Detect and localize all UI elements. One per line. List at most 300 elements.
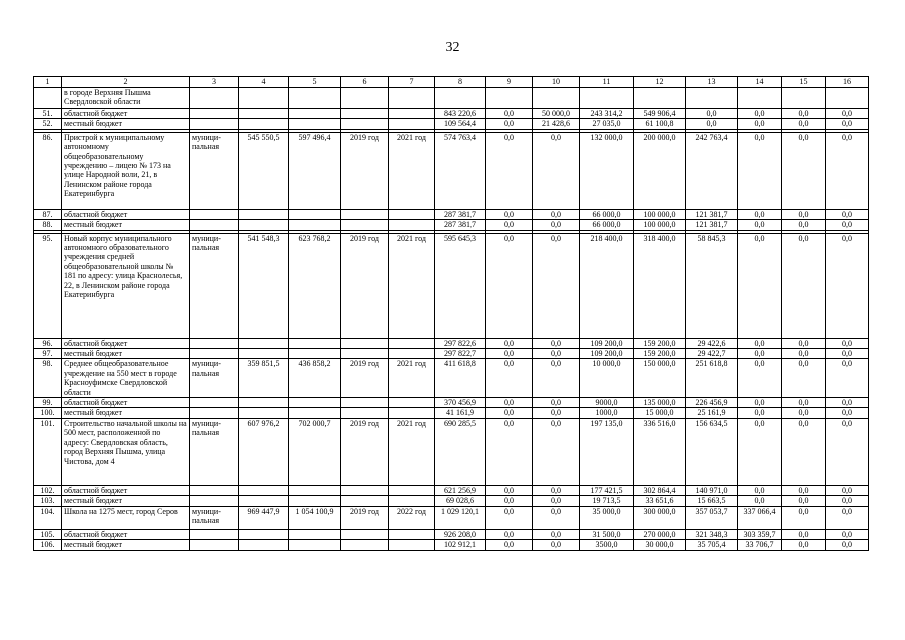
value-cell: 0,0 bbox=[782, 359, 826, 398]
value-cell: 0,0 bbox=[486, 485, 533, 495]
value-cell: 140 971,0 bbox=[686, 485, 738, 495]
value-cell: 0,0 bbox=[782, 529, 826, 539]
value-cell: 69 028,6 bbox=[435, 496, 486, 506]
value-cell: 545 550,5 bbox=[239, 132, 289, 209]
table-row bbox=[34, 408, 869, 418]
row-number-cell: 51. bbox=[34, 109, 62, 119]
value-cell: 109 200,0 bbox=[580, 349, 634, 359]
name-cell: местный бюджет bbox=[62, 540, 190, 550]
value-cell: 0,0 bbox=[533, 506, 580, 529]
value-cell: 218 400,0 bbox=[580, 233, 634, 338]
value-cell: 2022 год bbox=[389, 506, 435, 529]
value-cell: 0,0 bbox=[826, 233, 869, 338]
value-cell bbox=[341, 349, 389, 359]
value-cell: 197 135,0 bbox=[580, 418, 634, 485]
value-cell: 109 200,0 bbox=[580, 338, 634, 348]
value-cell bbox=[389, 109, 435, 119]
value-cell bbox=[341, 88, 389, 109]
value-cell bbox=[289, 209, 341, 219]
ownership-cell bbox=[190, 88, 239, 109]
project-row bbox=[34, 233, 869, 338]
value-cell bbox=[389, 209, 435, 219]
table-row bbox=[34, 88, 869, 109]
value-cell bbox=[239, 408, 289, 418]
ownership-cell: муници-пальная bbox=[190, 132, 239, 209]
value-cell: 926 208,0 bbox=[435, 529, 486, 539]
row-number-cell: 100. bbox=[34, 408, 62, 418]
table-row bbox=[34, 220, 869, 230]
value-cell: 541 548,3 bbox=[239, 233, 289, 338]
value-cell: 0,0 bbox=[782, 109, 826, 119]
value-cell bbox=[239, 338, 289, 348]
value-cell: 0,0 bbox=[738, 349, 782, 359]
value-cell: 1000,0 bbox=[580, 408, 634, 418]
value-cell: 0,0 bbox=[782, 408, 826, 418]
value-cell: 0,0 bbox=[486, 529, 533, 539]
row-number-cell: 105. bbox=[34, 529, 62, 539]
table-row bbox=[34, 496, 869, 506]
header-cell: 15 bbox=[782, 77, 826, 88]
value-cell bbox=[341, 496, 389, 506]
table-row bbox=[34, 398, 869, 408]
value-cell bbox=[239, 220, 289, 230]
name-cell: Школа на 1275 мест, город Серов bbox=[62, 506, 190, 529]
value-cell: 29 422,7 bbox=[686, 349, 738, 359]
value-cell bbox=[782, 88, 826, 109]
value-cell: 0,0 bbox=[782, 485, 826, 495]
ownership-cell bbox=[190, 338, 239, 348]
row-number-cell: 95. bbox=[34, 233, 62, 338]
name-cell: Пристрой к муниципальному автономному общеобразовательному учреждению – лицею № 173 на улице Народной воли, 21, в Ленинском районе города Екатеринбурга bbox=[62, 132, 190, 209]
value-cell: 0,0 bbox=[738, 119, 782, 129]
value-cell: 0,0 bbox=[738, 496, 782, 506]
header-cell: 8 bbox=[435, 77, 486, 88]
table-row bbox=[34, 338, 869, 348]
value-cell: 0,0 bbox=[738, 408, 782, 418]
value-cell: 0,0 bbox=[533, 418, 580, 485]
value-cell bbox=[239, 496, 289, 506]
name-cell: в городе Верхняя Пышма Свердловской области bbox=[62, 88, 190, 109]
value-cell: 0,0 bbox=[738, 109, 782, 119]
value-cell bbox=[435, 88, 486, 109]
header-cell: 6 bbox=[341, 77, 389, 88]
header-cell: 2 bbox=[62, 77, 190, 88]
value-cell: 2021 год bbox=[389, 132, 435, 209]
value-cell bbox=[239, 485, 289, 495]
table-row bbox=[34, 540, 869, 550]
row-number-cell: 96. bbox=[34, 338, 62, 348]
value-cell bbox=[289, 485, 341, 495]
value-cell: 109 564,4 bbox=[435, 119, 486, 129]
value-cell bbox=[289, 119, 341, 129]
value-cell: 0,0 bbox=[486, 398, 533, 408]
row-number-cell: 102. bbox=[34, 485, 62, 495]
name-cell: местный бюджет bbox=[62, 408, 190, 418]
value-cell: 0,0 bbox=[738, 233, 782, 338]
value-cell: 0,0 bbox=[486, 349, 533, 359]
value-cell: 0,0 bbox=[486, 109, 533, 119]
value-cell: 2019 год bbox=[341, 506, 389, 529]
value-cell bbox=[289, 88, 341, 109]
value-cell: 177 421,5 bbox=[580, 485, 634, 495]
value-cell bbox=[389, 398, 435, 408]
value-cell bbox=[289, 540, 341, 550]
value-cell: 0,0 bbox=[533, 349, 580, 359]
value-cell: 0,0 bbox=[826, 540, 869, 550]
value-cell bbox=[738, 88, 782, 109]
value-cell bbox=[239, 88, 289, 109]
value-cell: 0,0 bbox=[533, 233, 580, 338]
value-cell: 0,0 bbox=[486, 359, 533, 398]
row-number-cell: 99. bbox=[34, 398, 62, 408]
value-cell: 41 161,9 bbox=[435, 408, 486, 418]
value-cell: 30 000,0 bbox=[634, 540, 686, 550]
value-cell: 0,0 bbox=[738, 398, 782, 408]
value-cell: 0,0 bbox=[826, 349, 869, 359]
row-number-cell: 103. bbox=[34, 496, 62, 506]
value-cell bbox=[289, 496, 341, 506]
value-cell bbox=[341, 529, 389, 539]
value-cell: 251 618,8 bbox=[686, 359, 738, 398]
header-cell: 4 bbox=[239, 77, 289, 88]
value-cell bbox=[239, 529, 289, 539]
value-cell: 0,0 bbox=[782, 398, 826, 408]
value-cell: 843 220,6 bbox=[435, 109, 486, 119]
value-cell bbox=[486, 88, 533, 109]
ownership-cell bbox=[190, 109, 239, 119]
value-cell: 0,0 bbox=[782, 506, 826, 529]
value-cell: 132 000,0 bbox=[580, 132, 634, 209]
value-cell: 21 428,6 bbox=[533, 119, 580, 129]
header-cell: 5 bbox=[289, 77, 341, 88]
value-cell: 336 516,0 bbox=[634, 418, 686, 485]
value-cell: 0,0 bbox=[826, 109, 869, 119]
value-cell: 2021 год bbox=[389, 233, 435, 338]
value-cell: 100 000,0 bbox=[634, 209, 686, 219]
value-cell: 370 456,9 bbox=[435, 398, 486, 408]
table-row bbox=[34, 109, 869, 119]
value-cell: 0,0 bbox=[826, 506, 869, 529]
value-cell: 102 912,1 bbox=[435, 540, 486, 550]
table-row bbox=[34, 119, 869, 129]
value-cell: 0,0 bbox=[826, 132, 869, 209]
name-cell: областной бюджет bbox=[62, 398, 190, 408]
value-cell bbox=[389, 220, 435, 230]
value-cell: 690 285,5 bbox=[435, 418, 486, 485]
value-cell: 969 447,9 bbox=[239, 506, 289, 529]
value-cell: 0,0 bbox=[738, 338, 782, 348]
ownership-cell bbox=[190, 485, 239, 495]
value-cell bbox=[239, 349, 289, 359]
table-row bbox=[34, 209, 869, 219]
value-cell: 0,0 bbox=[782, 220, 826, 230]
value-cell: 242 763,4 bbox=[686, 132, 738, 209]
row-number-cell: 101. bbox=[34, 418, 62, 485]
header-row bbox=[34, 77, 869, 88]
value-cell: 702 000,7 bbox=[289, 418, 341, 485]
value-cell: 66 000,0 bbox=[580, 220, 634, 230]
value-cell: 303 359,7 bbox=[738, 529, 782, 539]
value-cell: 0,0 bbox=[486, 408, 533, 418]
value-cell: 10 000,0 bbox=[580, 359, 634, 398]
ownership-cell: муници-пальная bbox=[190, 418, 239, 485]
value-cell: 0,0 bbox=[826, 398, 869, 408]
value-cell bbox=[686, 88, 738, 109]
value-cell bbox=[533, 88, 580, 109]
value-cell: 2019 год bbox=[341, 132, 389, 209]
value-cell: 0,0 bbox=[782, 209, 826, 219]
value-cell: 0,0 bbox=[738, 418, 782, 485]
value-cell: 321 348,3 bbox=[686, 529, 738, 539]
value-cell: 0,0 bbox=[486, 540, 533, 550]
ownership-cell bbox=[190, 408, 239, 418]
value-cell: 0,0 bbox=[826, 408, 869, 418]
value-cell: 33 706,7 bbox=[738, 540, 782, 550]
value-cell: 607 976,2 bbox=[239, 418, 289, 485]
value-cell: 297 822,7 bbox=[435, 349, 486, 359]
value-cell: 0,0 bbox=[782, 233, 826, 338]
value-cell: 35 000,0 bbox=[580, 506, 634, 529]
value-cell: 411 618,8 bbox=[435, 359, 486, 398]
value-cell bbox=[341, 209, 389, 219]
name-cell: местный бюджет bbox=[62, 496, 190, 506]
value-cell bbox=[389, 529, 435, 539]
header-cell: 7 bbox=[389, 77, 435, 88]
project-row bbox=[34, 359, 869, 398]
value-cell: 0,0 bbox=[738, 132, 782, 209]
value-cell bbox=[239, 109, 289, 119]
value-cell bbox=[389, 338, 435, 348]
value-cell bbox=[341, 338, 389, 348]
value-cell bbox=[341, 220, 389, 230]
name-cell: областной бюджет bbox=[62, 485, 190, 495]
header-cell: 9 bbox=[486, 77, 533, 88]
value-cell: 0,0 bbox=[686, 119, 738, 129]
ownership-cell bbox=[190, 220, 239, 230]
ownership-cell bbox=[190, 398, 239, 408]
value-cell bbox=[289, 109, 341, 119]
project-row bbox=[34, 418, 869, 485]
value-cell: 0,0 bbox=[486, 233, 533, 338]
value-cell: 0,0 bbox=[826, 529, 869, 539]
value-cell: 66 000,0 bbox=[580, 209, 634, 219]
ownership-cell bbox=[190, 496, 239, 506]
value-cell: 2019 год bbox=[341, 418, 389, 485]
row-number-cell: 104. bbox=[34, 506, 62, 529]
value-cell: 287 381,7 bbox=[435, 220, 486, 230]
value-cell: 0,0 bbox=[782, 540, 826, 550]
value-cell: 61 100,8 bbox=[634, 119, 686, 129]
value-cell bbox=[341, 119, 389, 129]
value-cell: 597 496,4 bbox=[289, 132, 341, 209]
value-cell: 0,0 bbox=[533, 408, 580, 418]
value-cell: 0,0 bbox=[686, 109, 738, 119]
value-cell: 0,0 bbox=[782, 132, 826, 209]
budget-table bbox=[33, 76, 869, 551]
ownership-cell bbox=[190, 209, 239, 219]
value-cell: 50 000,0 bbox=[533, 109, 580, 119]
value-cell: 300 000,0 bbox=[634, 506, 686, 529]
project-row bbox=[34, 506, 869, 529]
value-cell bbox=[341, 540, 389, 550]
value-cell bbox=[389, 408, 435, 418]
value-cell: 0,0 bbox=[533, 485, 580, 495]
value-cell: 2021 год bbox=[389, 359, 435, 398]
value-cell: 270 000,0 bbox=[634, 529, 686, 539]
ownership-cell bbox=[190, 540, 239, 550]
name-cell: областной бюджет bbox=[62, 209, 190, 219]
value-cell: 33 651,6 bbox=[634, 496, 686, 506]
row-number-cell: 97. bbox=[34, 349, 62, 359]
value-cell: 9000,0 bbox=[580, 398, 634, 408]
value-cell: 243 314,2 bbox=[580, 109, 634, 119]
value-cell: 359 851,5 bbox=[239, 359, 289, 398]
value-cell: 121 381,7 bbox=[686, 220, 738, 230]
value-cell: 2019 год bbox=[341, 233, 389, 338]
value-cell: 0,0 bbox=[486, 506, 533, 529]
row-number-cell: 52. bbox=[34, 119, 62, 129]
row-number-cell: 86. bbox=[34, 132, 62, 209]
value-cell bbox=[389, 496, 435, 506]
value-cell bbox=[389, 88, 435, 109]
value-cell: 0,0 bbox=[486, 338, 533, 348]
value-cell: 150 000,0 bbox=[634, 359, 686, 398]
ownership-cell bbox=[190, 529, 239, 539]
table-row bbox=[34, 349, 869, 359]
table-row bbox=[34, 529, 869, 539]
value-cell: 25 161,9 bbox=[686, 408, 738, 418]
value-cell: 1 029 120,1 bbox=[435, 506, 486, 529]
name-cell: местный бюджет bbox=[62, 119, 190, 129]
value-cell: 337 066,4 bbox=[738, 506, 782, 529]
value-cell: 27 035,0 bbox=[580, 119, 634, 129]
value-cell: 100 000,0 bbox=[634, 220, 686, 230]
value-cell: 0,0 bbox=[738, 220, 782, 230]
header-cell: 12 bbox=[634, 77, 686, 88]
value-cell: 621 256,9 bbox=[435, 485, 486, 495]
value-cell: 1 054 100,9 bbox=[289, 506, 341, 529]
value-cell: 0,0 bbox=[486, 496, 533, 506]
value-cell: 0,0 bbox=[826, 338, 869, 348]
value-cell bbox=[289, 220, 341, 230]
value-cell: 159 200,0 bbox=[634, 338, 686, 348]
value-cell: 15 000,0 bbox=[634, 408, 686, 418]
value-cell: 0,0 bbox=[533, 220, 580, 230]
value-cell bbox=[289, 529, 341, 539]
ownership-cell: муници-пальная bbox=[190, 233, 239, 338]
value-cell: 2019 год bbox=[341, 359, 389, 398]
value-cell: 0,0 bbox=[782, 496, 826, 506]
value-cell bbox=[289, 349, 341, 359]
name-cell: областной бюджет bbox=[62, 338, 190, 348]
row-number-cell: 87. bbox=[34, 209, 62, 219]
value-cell: 0,0 bbox=[738, 485, 782, 495]
value-cell: 623 768,2 bbox=[289, 233, 341, 338]
name-cell: Среднее общеобразовательное учреждение на 550 мест в городе Красноуфимске Свердловской области bbox=[62, 359, 190, 398]
value-cell: 0,0 bbox=[826, 119, 869, 129]
value-cell: 297 822,6 bbox=[435, 338, 486, 348]
value-cell: 318 400,0 bbox=[634, 233, 686, 338]
header-cell: 13 bbox=[686, 77, 738, 88]
ownership-cell: муници-пальная bbox=[190, 506, 239, 529]
name-cell: Новый корпус муниципального автономного образовательного учреждения средней общеобразовательной школы № 181 по адресу: улица Краснолесья, 22, в Ленинском районе города Екатеринбурга bbox=[62, 233, 190, 338]
value-cell: 19 713,5 bbox=[580, 496, 634, 506]
value-cell bbox=[389, 485, 435, 495]
value-cell: 29 422,6 bbox=[686, 338, 738, 348]
ownership-cell bbox=[190, 349, 239, 359]
value-cell: 0,0 bbox=[782, 349, 826, 359]
value-cell bbox=[341, 398, 389, 408]
value-cell: 0,0 bbox=[826, 418, 869, 485]
value-cell: 0,0 bbox=[533, 540, 580, 550]
value-cell: 0,0 bbox=[533, 529, 580, 539]
value-cell: 0,0 bbox=[533, 496, 580, 506]
value-cell: 0,0 bbox=[486, 209, 533, 219]
value-cell bbox=[239, 540, 289, 550]
value-cell: 159 200,0 bbox=[634, 349, 686, 359]
value-cell bbox=[389, 540, 435, 550]
value-cell: 0,0 bbox=[533, 398, 580, 408]
name-cell: местный бюджет bbox=[62, 349, 190, 359]
value-cell: 0,0 bbox=[486, 119, 533, 129]
value-cell bbox=[634, 88, 686, 109]
row-number-cell: 88. bbox=[34, 220, 62, 230]
value-cell bbox=[239, 209, 289, 219]
header-cell: 1 bbox=[34, 77, 62, 88]
value-cell bbox=[341, 109, 389, 119]
row-number-cell: 98. bbox=[34, 359, 62, 398]
value-cell: 31 500,0 bbox=[580, 529, 634, 539]
value-cell bbox=[289, 408, 341, 418]
value-cell: 0,0 bbox=[826, 485, 869, 495]
header-cell: 10 bbox=[533, 77, 580, 88]
value-cell bbox=[341, 485, 389, 495]
value-cell: 0,0 bbox=[826, 359, 869, 398]
header-cell: 3 bbox=[190, 77, 239, 88]
value-cell: 595 645,3 bbox=[435, 233, 486, 338]
value-cell: 0,0 bbox=[533, 132, 580, 209]
table-row bbox=[34, 485, 869, 495]
value-cell bbox=[289, 338, 341, 348]
value-cell: 226 456,9 bbox=[686, 398, 738, 408]
value-cell: 58 845,3 bbox=[686, 233, 738, 338]
row-number-cell bbox=[34, 88, 62, 109]
value-cell: 0,0 bbox=[826, 220, 869, 230]
value-cell: 0,0 bbox=[782, 338, 826, 348]
header-cell: 11 bbox=[580, 77, 634, 88]
value-cell: 0,0 bbox=[782, 119, 826, 129]
value-cell: 121 381,7 bbox=[686, 209, 738, 219]
name-cell: Строительство начальной школы на 500 мест, расположенной по адресу: Свердловская область, город Верхняя Пышма, улица Чистова, дом 4 bbox=[62, 418, 190, 485]
value-cell: 0,0 bbox=[738, 209, 782, 219]
value-cell: 549 906,4 bbox=[634, 109, 686, 119]
ownership-cell: муници-пальная bbox=[190, 359, 239, 398]
value-cell: 302 864,4 bbox=[634, 485, 686, 495]
value-cell: 0,0 bbox=[486, 132, 533, 209]
name-cell: местный бюджет bbox=[62, 220, 190, 230]
value-cell: 0,0 bbox=[738, 359, 782, 398]
ownership-cell bbox=[190, 119, 239, 129]
value-cell: 200 000,0 bbox=[634, 132, 686, 209]
value-cell: 0,0 bbox=[486, 418, 533, 485]
value-cell bbox=[289, 398, 341, 408]
value-cell: 0,0 bbox=[826, 209, 869, 219]
header-cell: 16 bbox=[826, 77, 869, 88]
value-cell: 0,0 bbox=[826, 496, 869, 506]
value-cell: 135 000,0 bbox=[634, 398, 686, 408]
value-cell bbox=[826, 88, 869, 109]
name-cell: областной бюджет bbox=[62, 109, 190, 119]
